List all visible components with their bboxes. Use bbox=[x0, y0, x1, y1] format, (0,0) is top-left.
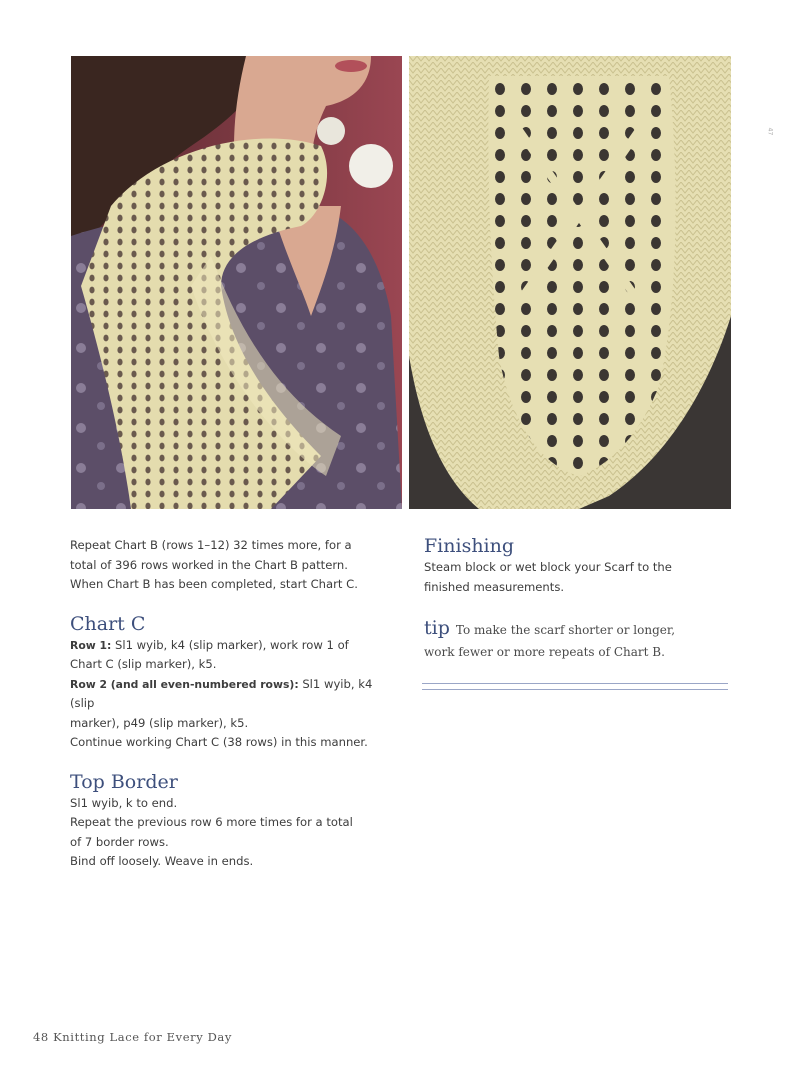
right-text-column bbox=[424, 534, 730, 663]
finishing-line-2: finished measurements. bbox=[424, 579, 565, 594]
top-border-heading: Top Border bbox=[70, 770, 178, 793]
tip-box bbox=[424, 617, 730, 641]
lace-scarf-closeup-photo bbox=[409, 56, 731, 509]
tip-label: tip bbox=[424, 617, 450, 639]
intro-line-1: Repeat Chart B (rows 1–12) 32 times more, for a bbox=[70, 538, 352, 552]
row2-text-a: Sl1 wyib, k4 (slip bbox=[70, 676, 373, 710]
tip-divider-rule bbox=[422, 683, 728, 690]
model-wearing-scarf-photo bbox=[71, 56, 402, 509]
top-border-line-2: Repeat the previous row 6 more times for a total bbox=[70, 815, 353, 829]
row1-label: Row 1: bbox=[70, 638, 112, 652]
intro-line-2: total of 396 rows worked in the Chart B pattern. bbox=[70, 557, 348, 572]
row1-text-a: Sl1 wyib, k4 (slip marker), work row 1 of bbox=[111, 637, 349, 652]
side-page-mark: 47 bbox=[766, 127, 774, 136]
tip-line-2: work fewer or more repeats of Chart B. bbox=[424, 645, 665, 659]
chart-c-heading: Chart C bbox=[70, 612, 146, 635]
top-border-line-1: Sl1 wyib, k to end. bbox=[70, 795, 178, 810]
tip-line-1: To make the scarf shorter or longer, bbox=[455, 623, 676, 637]
top-border-line-4: Bind off loosely. Weave in ends. bbox=[70, 854, 254, 868]
intro-line-3: When Chart B has been completed, start Chart C. bbox=[70, 577, 358, 591]
row2-text-b: marker), p49 (slip marker), k5. bbox=[70, 715, 249, 730]
finishing-line-1: Steam block or wet block your Scarf to the bbox=[424, 560, 672, 574]
row1-text-b: Chart C (slip marker), k5. bbox=[70, 657, 217, 671]
chart-c-continue: Continue working Chart C (38 rows) in this manner. bbox=[70, 735, 368, 749]
top-border-line-3: of 7 border rows. bbox=[70, 834, 169, 849]
page-footer: 48 Knitting Lace for Every Day bbox=[33, 1030, 232, 1044]
chart-c-row2 bbox=[70, 675, 400, 714]
row2-label: Row 2 (and all even-numbered rows): bbox=[70, 677, 299, 691]
finishing-heading: Finishing bbox=[424, 535, 515, 557]
chart-c-row1 bbox=[70, 636, 400, 656]
left-text-column bbox=[70, 536, 400, 872]
